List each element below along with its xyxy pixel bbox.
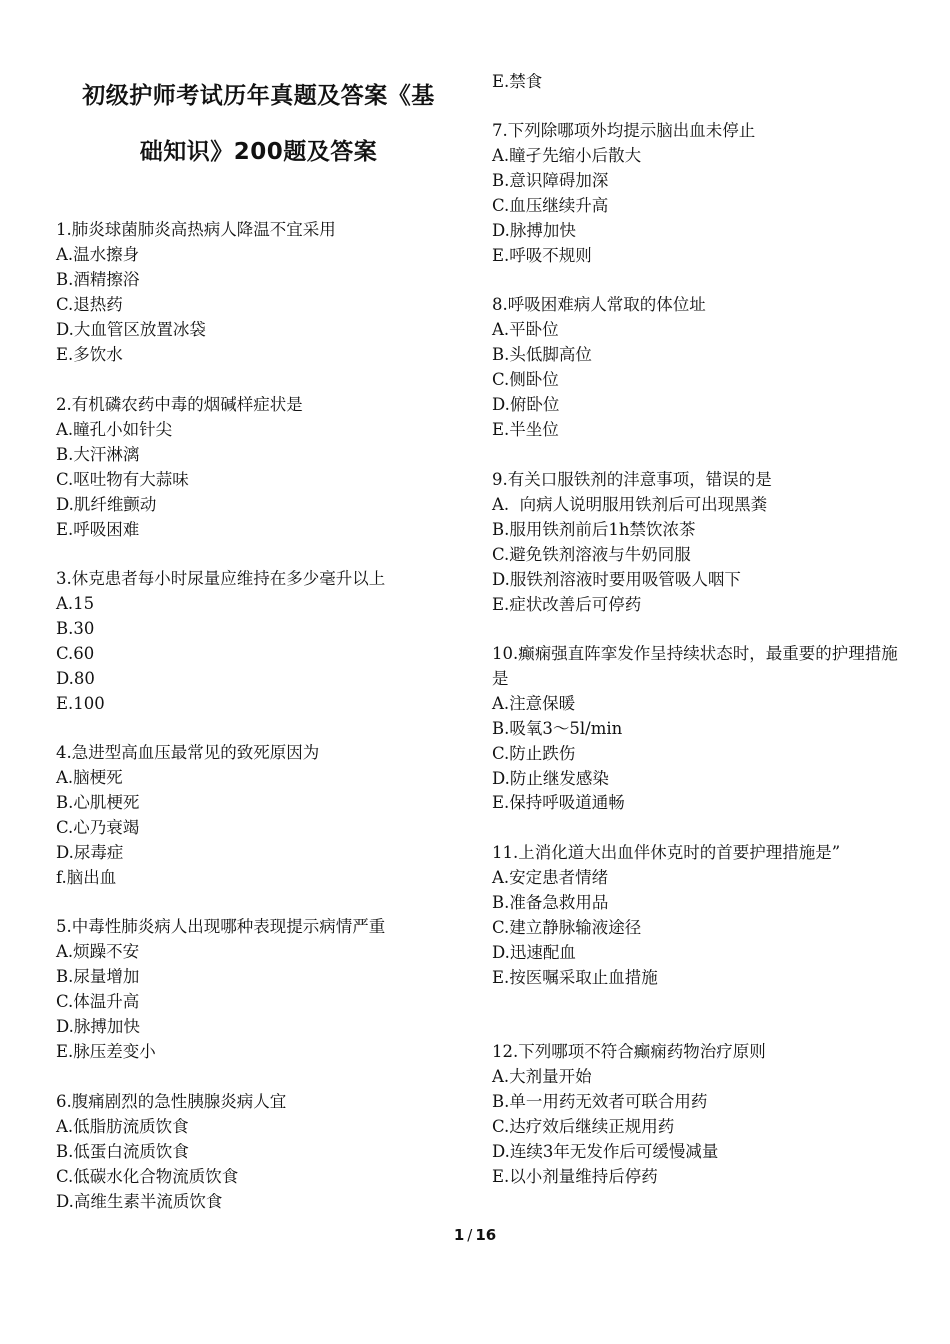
question-8 [492,293,902,442]
option-d: D.防止继发感染 [492,768,609,788]
option-d: D.脉搏加快 [492,220,576,240]
question-1 [56,218,461,367]
question-12 [492,1040,902,1189]
option-c: C.侧卧位 [492,369,559,389]
option-a: A.注意保暖 [492,693,576,713]
option-d: D.80 [56,668,95,688]
option-e: E.按医嘱采取止血措施 [492,967,658,987]
question-4 [56,741,461,890]
option-a: A.瞳孔小如针尖 [56,419,173,439]
option-b: B.准备急救用品 [492,892,609,912]
option-d: D.脉搏加快 [56,1016,140,1036]
option-e: E.禁食 [492,72,543,91]
question-stem: 2.有机磷农药中毒的烟碱样症状是 [56,395,303,414]
option-c: C.达疗效后继续正规用药 [492,1116,675,1136]
continued-option [492,70,902,95]
question-2 [56,393,461,542]
option-a: A.烦躁不安 [56,941,140,961]
option-e: E.呼吸困难 [56,519,140,539]
current-page: 1 [453,1226,465,1244]
option-c: C.60 [56,643,95,663]
option-b: B.单一用药无效者可联合用药 [492,1091,708,1111]
option-a: A.大剂量开始 [492,1066,592,1086]
page-number [0,1226,950,1244]
option-c: C.防止跌伤 [492,743,576,763]
option-d: D.俯卧位 [492,394,560,414]
option-e: E.半坐位 [492,419,559,439]
question-stem: 5.中毒性肺炎病人出现哪种表现提示病情严重 [56,917,386,936]
option-b: B.意识障碍加深 [492,170,609,190]
option-b: B.大汗淋漓 [56,444,140,464]
option-b: B.酒精擦浴 [56,269,140,289]
option-a: A.瞳孑先缩小后散大 [492,145,642,165]
title-line-2: 础知识》200题及答案 [139,139,378,165]
total-pages: 16 [475,1226,497,1244]
option-d: D.尿毒症 [56,842,124,862]
option-e: E.症状改善后可停药 [492,594,642,614]
page-separator: / [467,1226,473,1244]
option-e: f.脑出血 [56,867,117,887]
option-a: A.安定患者情绪 [492,867,609,887]
option-a: A.脑梗死 [56,767,123,787]
option-e: E.多饮水 [56,344,123,364]
option-a: A.温水擦身 [56,244,140,264]
document-title [56,68,461,180]
option-b: B.服用铁剂前后1h禁饮浓茶 [492,519,696,539]
option-c: C.建立静脉输液途径 [492,917,642,937]
option-c: C.体温升高 [56,991,140,1011]
option-d: D.迅速配血 [492,942,576,962]
option-d: D.大血管区放置冰袋 [56,319,206,339]
option-b: B.尿量增加 [56,966,140,986]
question-10 [492,642,902,816]
question-11 [492,841,902,990]
option-a: A. 向病人说明服用铁剂后可出现黑粪 [492,494,768,514]
question-stem: 7.下列除哪项外均提示脑出血未停止 [492,121,756,140]
option-a: A.低脂肪流质饮食 [56,1116,189,1136]
question-6 [56,1090,461,1215]
option-b: B.头低脚高位 [492,344,592,364]
option-c: C.心乃衰竭 [56,817,140,837]
question-stem: 9.有关口服铁剂的沣意事项，错误的是 [492,470,772,489]
question-stem: 1.肺炎球菌肺炎高热病人降温不宜采用 [56,220,336,239]
option-e: E.以小剂量维持后停药 [492,1166,658,1186]
question-3 [56,567,461,716]
question-stem: 8.呼吸困难病人常取的体位址 [492,295,706,314]
option-b: B.心肌梗死 [56,792,140,812]
option-c: C.退热药 [56,294,123,314]
question-9 [492,468,902,617]
option-d: D.连续3年无发作后可缓慢减量 [492,1141,719,1161]
option-b: B.吸氧3～5l/min [492,718,623,738]
option-d: D.高维生素半流质饮食 [56,1191,223,1211]
title-line-1: 初级护师考试历年真题及答案《基 [82,83,435,109]
question-stem: 3.休克患者每小时尿量应维持在多少毫升以上 [56,569,386,588]
option-e: E.保持呼吸道通畅 [492,793,625,813]
option-e: E.呼吸不规则 [492,245,592,265]
option-e: E.100 [56,693,105,713]
question-5 [56,915,461,1064]
question-stem: 10.癫痫强直阵挛发作呈持续状态时，最重要的护理措施是 [492,644,898,688]
question-stem: 6.腹痛剧烈的急性胰腺炎病人宜 [56,1092,287,1111]
option-a: A.平卧位 [492,319,559,339]
option-d: D.肌纤维颤动 [56,494,157,514]
option-c: C.避免铁剂溶液与牛奶同服 [492,544,691,564]
option-e: E.脉压差变小 [56,1041,156,1061]
option-c: C.血压继续升高 [492,195,609,215]
question-stem: 4.急进型高血压最常见的致死原因为 [56,743,320,762]
question-stem: 11.上消化道大出血伴休克时的首要护理措施是” [492,843,841,862]
option-b: B.30 [56,618,95,638]
question-7 [492,119,902,268]
option-b: B.低蛋白流质饮食 [56,1141,189,1161]
option-c: C.呕吐物有大蒜味 [56,469,189,489]
option-c: C.低碳水化合物流质饮食 [56,1166,239,1186]
option-a: A.15 [56,593,95,613]
option-d: D.服铁剂溶液时要用吸管吸人咽下 [492,569,741,589]
question-stem: 12.下列哪项不符合癫痫药物治疗原则 [492,1042,766,1061]
